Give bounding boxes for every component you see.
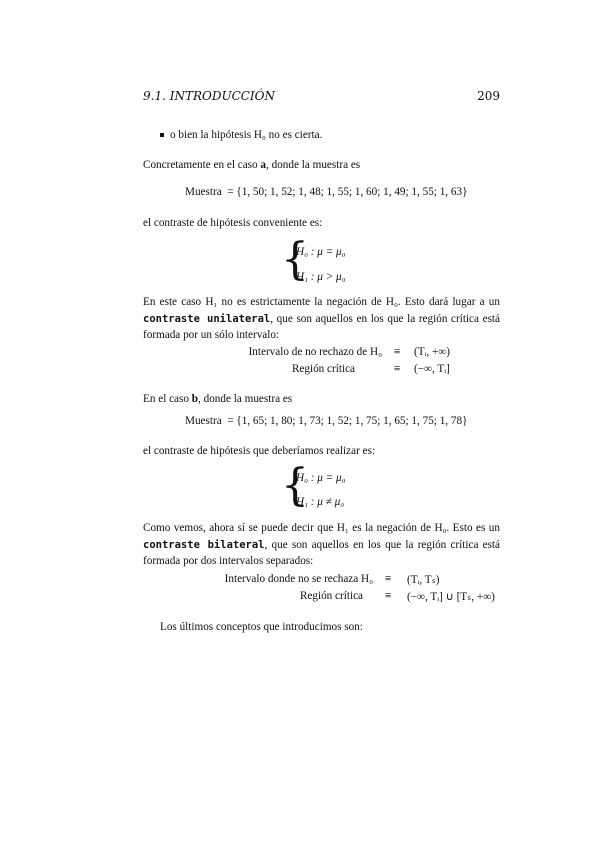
case-a-interval-label: Intervalo de no rechazo de H₀ (248, 346, 382, 358)
case-b-region-value: (−∞, Tᵢ] ∪ [Tₛ, +∞) (407, 591, 495, 603)
case-a-h1: H₁ : μ > μ₀ (296, 271, 346, 283)
case-b-sample (185, 415, 467, 427)
case-a-sample-label: Muestra (185, 186, 222, 198)
bullet-marker (160, 133, 164, 137)
page-number: 209 (477, 89, 500, 103)
case-a-para-text: En este caso H₁ no es estrictamente la negación de H₀. Esto dará lugar a un (143, 296, 500, 308)
running-header (143, 89, 500, 103)
case-b-para-end: , que son aquellos en los que la región crítica está formada por dos intervalos separados: (143, 538, 500, 567)
case-a-sample-values: = {1, 50; 1, 52; 1, 48; 1, 55; 1, 60; 1, 49; 1, 55; 1, 63} (227, 186, 468, 198)
case-a-region-label: Región crítica (291, 363, 355, 375)
bullet-text: o bien la hipótesis H₀ no es cierta. (170, 129, 323, 141)
case-a-contrast-intro: el contraste de hipótesis conveniente es: (143, 217, 323, 229)
case-b-h0: H₀ : μ = μ₀ (296, 472, 346, 484)
case-a-interval-equiv: ≡ (394, 346, 401, 358)
case-a-label: a (260, 159, 267, 171)
case-b-sample-values: = {1, 65; 1, 80; 1, 73; 1, 52; 1, 75; 1, 65; 1, 75; 1, 78} (227, 415, 468, 427)
case-b-interval-label: Intervalo donde no se rechaza H₀ (224, 573, 373, 585)
case-a-interval-value: (Tᵢ, +∞) (414, 346, 450, 358)
case-b-intro-end: , donde la muestra es (198, 393, 293, 405)
case-a-sample (185, 186, 467, 198)
case-b-sample-label: Muestra (185, 415, 222, 427)
case-b-contrast-intro: el contraste de hipótesis que deberíamos realizar es: (143, 445, 376, 457)
case-a-region-equiv: ≡ (394, 363, 401, 375)
case-b-region-label: Región crítica (299, 590, 363, 602)
case-a-region-value: (−∞, Tᵢ] (414, 363, 450, 375)
term-bilateral: contraste bilateral (143, 538, 265, 551)
case-a-intro-end: , donde la muestra es (266, 159, 361, 171)
case-a-brace: { (281, 234, 309, 285)
case-b-interval-equiv: ≡ (385, 573, 392, 585)
case-b-label: b (191, 393, 199, 405)
section-title: 9.1. INTRODUCCIÓN (143, 89, 276, 103)
case-b-para-text: Como vemos, ahora sí se puede decir que H₁ es la negación de H₀. Esto es un (143, 522, 500, 534)
case-a-intro-text: Concretamente en el caso (143, 159, 261, 171)
case-b-h1: H₁ : μ ≠ μ₀ (296, 496, 345, 508)
case-b-brace: { (281, 460, 309, 511)
case-a-h0: H₀ : μ = μ₀ (296, 246, 346, 258)
case-a-para-end: , que son aquellos en los que la región crítica está formada por un sólo intervalo: (143, 312, 500, 341)
case-b-region-equiv: ≡ (385, 590, 392, 602)
case-b-paragraph (143, 520, 500, 570)
case-b-interval-value: (Tᵢ, Tₛ) (407, 574, 440, 586)
case-b-intro (143, 391, 500, 408)
term-unilateral: contraste unilateral (143, 312, 271, 325)
case-b-intro-text: En el caso (143, 393, 192, 405)
case-a-intro (143, 157, 500, 174)
case-a-paragraph (143, 294, 500, 344)
closing-text: Los últimos conceptos que introducimos son: (160, 621, 363, 633)
bullet-item (160, 129, 322, 141)
